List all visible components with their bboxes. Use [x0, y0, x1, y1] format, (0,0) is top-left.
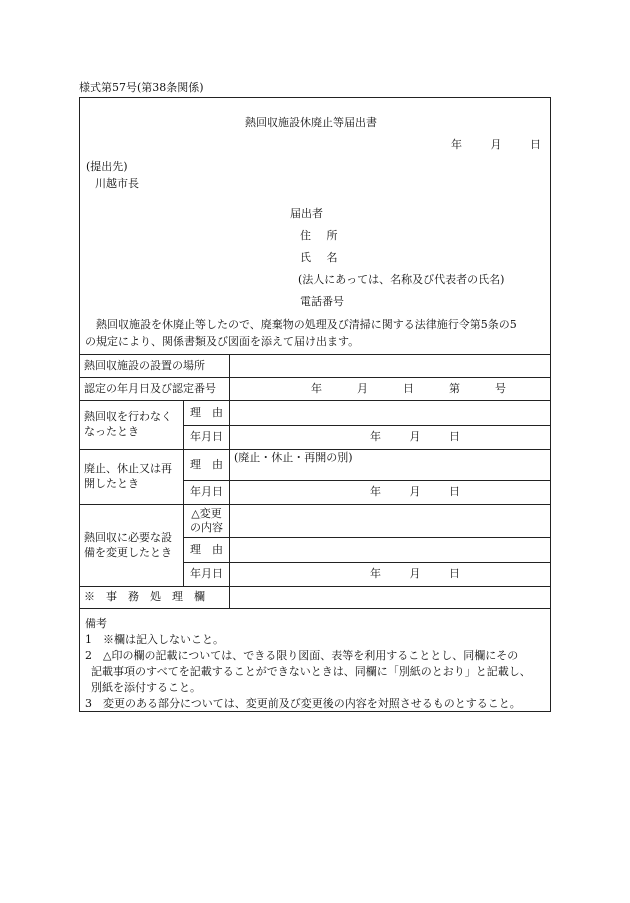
date-month-label: 月	[490, 138, 502, 151]
applicant-corp-note: (法人にあっては、名称及び代表者の氏名)	[298, 273, 505, 286]
note-3: 3 変更のある部分については、変更前及び変更後の内容を対照させるものとすること。	[85, 697, 521, 710]
notes-heading: 備考	[85, 617, 107, 630]
cert-day: 日	[403, 381, 414, 395]
note-2-cont-2: 別紙を添付すること。	[91, 681, 201, 694]
abolish-label-1: 廃止、休止又は再	[84, 462, 172, 476]
note-2-cont-1: 記載事項のすべてを記載することができないときは、同欄に「別紙のとおり」と記載し、	[91, 665, 531, 678]
abolish-label-2: 開したとき	[84, 477, 139, 490]
date-line	[451, 139, 541, 150]
stop-heat-date-field[interactable]	[230, 426, 551, 450]
statement-line-2: の規定により、関係書類及び図面を添えて届け出ます。	[85, 335, 360, 348]
applicant-phone-label: 電話番号	[300, 295, 344, 308]
cert-row	[80, 378, 551, 401]
abolish-reason-label: 理 由	[184, 450, 230, 481]
applicant-name-label: 氏 名	[300, 251, 344, 264]
location-row	[80, 355, 551, 378]
change-content-label	[184, 505, 230, 538]
change-label	[80, 505, 184, 587]
abolish-year: 年	[370, 485, 381, 499]
office-label: ※ 事 務 処 理 欄	[80, 587, 230, 609]
change-day: 日	[449, 567, 460, 581]
stop-heat-reason-label: 理 由	[184, 401, 230, 426]
abolish-day: 日	[449, 485, 460, 499]
cert-no-prefix: 第	[449, 381, 460, 395]
stop-heat-day: 日	[449, 430, 460, 444]
stop-heat-month: 月	[409, 430, 421, 444]
change-label-2: 備を変更したとき	[84, 545, 172, 559]
stop-heat-label-2: なったとき	[84, 425, 139, 438]
change-reason-label: 理 由	[184, 538, 230, 563]
stop-heat-label-1: 熱回収を行わなく	[84, 410, 172, 424]
cert-label: 認定の年月日及び認定番号	[80, 378, 230, 401]
abolish-date-field[interactable]	[230, 481, 551, 505]
applicant-label: 届出者	[290, 207, 323, 220]
stop-heat-reason-field[interactable]	[230, 401, 551, 426]
change-content-field[interactable]	[230, 505, 551, 538]
cert-year: 年	[311, 381, 322, 395]
change-date-field[interactable]	[230, 563, 551, 587]
form-table	[79, 354, 551, 609]
location-label: 熱回収施設の設置の場所	[80, 355, 230, 378]
change-label-1: 熱回収に必要な設	[84, 530, 172, 544]
change-date-label: 年月日	[184, 563, 230, 587]
change-content-row	[80, 505, 551, 538]
change-reason-field[interactable]	[230, 538, 551, 563]
change-month: 月	[409, 567, 421, 581]
stop-heat-reason-row	[80, 401, 551, 426]
abolish-month: 月	[409, 485, 421, 499]
abolish-note: (廃止・休止・再開の別)	[234, 451, 353, 464]
cert-no-suffix: 号	[495, 381, 506, 395]
abolish-reason-row	[80, 450, 551, 481]
note-2: 2 △印の欄の記載については、できる限り図面、表等を利用することとし、同欄にその	[85, 649, 519, 662]
abolish-label	[80, 450, 184, 505]
location-field[interactable]	[230, 355, 551, 378]
submit-to: 川越市長	[95, 177, 139, 190]
change-year: 年	[370, 567, 381, 581]
notes	[85, 616, 555, 712]
office-row	[80, 587, 551, 609]
submit-to-label: (提出先)	[86, 160, 128, 173]
note-1: 1 ※欄は記入しないこと。	[85, 633, 224, 646]
cert-month: 月	[357, 381, 368, 395]
stop-heat-date-label: 年月日	[184, 426, 230, 450]
abolish-date-label: 年月日	[184, 481, 230, 505]
cert-field[interactable]	[230, 378, 551, 401]
date-year-label: 年	[451, 138, 462, 151]
stop-heat-year: 年	[370, 430, 381, 444]
applicant-address-label: 住 所	[300, 229, 344, 242]
change-content-label-2: の内容	[190, 521, 223, 534]
form-title: 熱回収施設休廃止等届出書	[245, 116, 377, 129]
date-day-label: 日	[530, 138, 541, 151]
abolish-reason-field[interactable]	[230, 450, 551, 481]
statement-line-1: 熱回収施設を休廃止等したので、廃棄物の処理及び清掃に関する法律施行令第5条の5	[96, 318, 517, 331]
form-number: 様式第57号(第38条関係)	[79, 81, 204, 94]
office-field	[230, 587, 551, 609]
change-content-label-1: △変更	[191, 506, 222, 520]
stop-heat-label	[80, 401, 184, 450]
